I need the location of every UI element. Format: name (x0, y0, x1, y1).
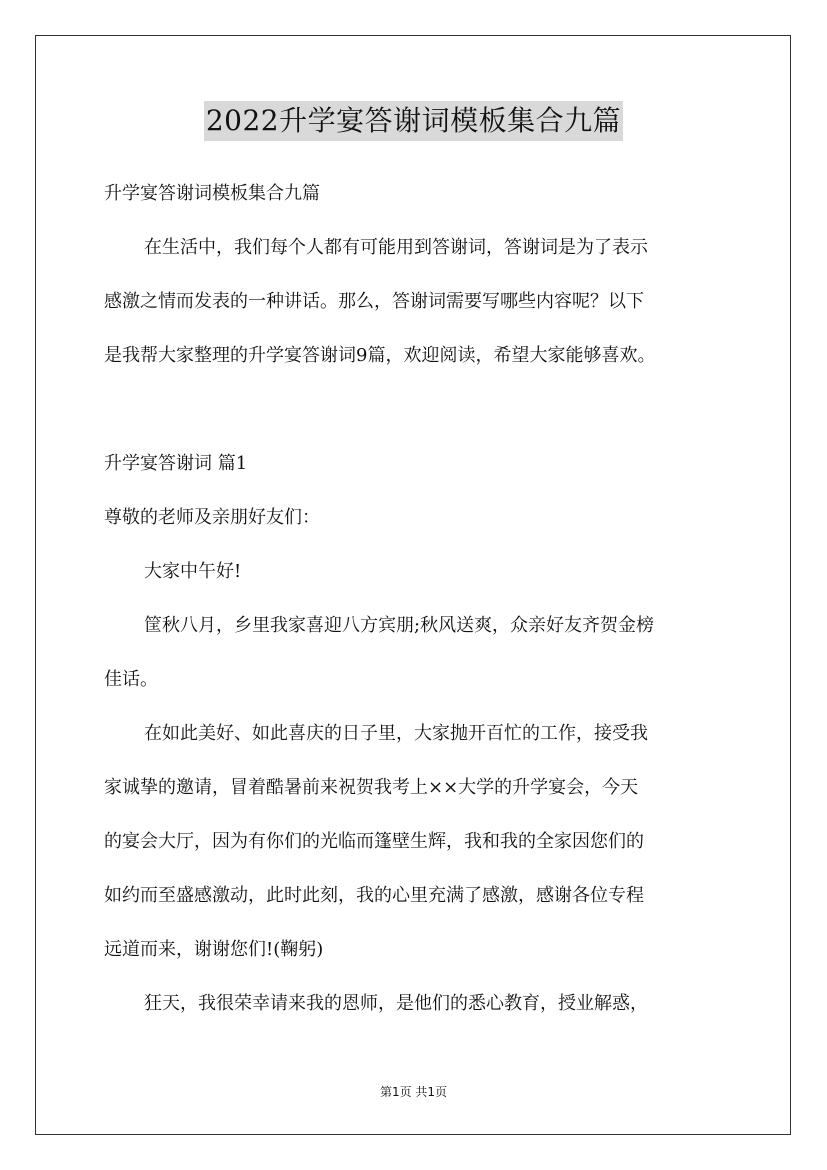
salutation: 尊敬的老师及亲朋好友们： (104, 507, 320, 528)
para2-line-4: 如约而至盛感激动，此时此刻，我的心里充满了感激，感谢各位专程 (104, 885, 644, 906)
intro-line-1: 在生活中，我们每个人都有可能用到答谢词，答谢词是为了表示 (144, 237, 648, 258)
title-container (0, 101, 827, 141)
greeting: 大家中午好! (144, 561, 242, 582)
para2-line-1: 在如此美好、如此喜庆的日子里，大家抛开百忙的工作，接受我 (144, 723, 648, 744)
page-footer: 第1页 共1页 (379, 1085, 448, 1099)
intro-line-2: 感激之情而发表的一种讲话。那么，答谢词需要写哪些内容呢？以下 (104, 291, 644, 312)
para2-line-5: 远道而来，谢谢您们!(鞠躬) (104, 939, 324, 960)
intro-line-3: 是我帮大家整理的升学宴答谢词9篇，欢迎阅读，希望大家能够喜欢。 (104, 345, 656, 366)
para2-line-2: 家诚挚的邀请，冒着酷暑前来祝贺我考上××大学的升学宴会，今天 (104, 777, 639, 798)
para3-line-1: 狂天，我很荣幸请来我的恩师，是他们的悉心教育，授业解惑， (144, 993, 648, 1014)
section-heading: 升学宴答谢词 篇1 (104, 453, 248, 474)
document-subtitle: 升学宴答谢词模板集合九篇 (104, 183, 320, 204)
para1-line-2: 佳话。 (104, 669, 158, 690)
para1-line-1: 筐秋八月，乡里我家喜迎八方宾朋;秋风送爽，众亲好友齐贺金榜 (144, 615, 655, 636)
para2-line-3: 的宴会大厅，因为有你们的光临而篷壁生辉，我和我的全家因您们的 (104, 831, 644, 852)
document-title: 2022升学宴答谢词模板集合九篇 (204, 101, 623, 141)
